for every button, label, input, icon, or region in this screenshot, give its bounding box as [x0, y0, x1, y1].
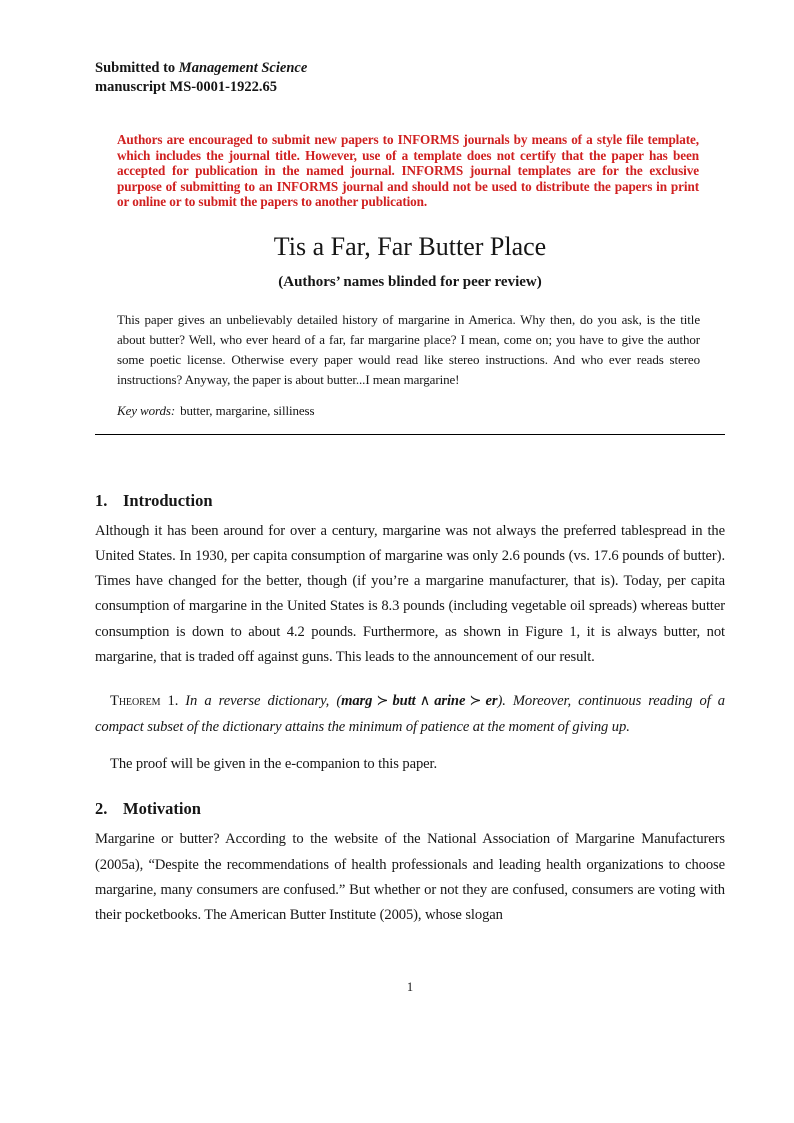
page-number: 1 [406, 980, 414, 994]
section-number: 1. [95, 490, 108, 510]
informs-notice: Authors are encouraged to submit new papers to INFORMS journals by means of a style file template, which includes the journal title. However, use of a template does not certify that the paper has been accepted for publication in the named journal. INFORMS journal templates are for the exclusive purpose of submitting to an INFORMS journal and should not be used to distribute the papers in print or online or to submit the papers to another publication. [117, 132, 699, 209]
keywords-line [117, 403, 700, 419]
abstract-text: This paper gives an unbelievably detailed history of margarine in America. Why then, do you ask, is the title about butter? Well, who ever heard of a far, far margarine place? I mean, come on; you have to give the author some poetic license. Otherwise every paper would read like stereo instructions. And who ever reads stereo instructions? Anyway, the paper is about butter...I mean margarine! [117, 311, 700, 387]
succeeds-symbol: ≻ [376, 693, 389, 710]
keywords-values: butter, margarine, silliness [180, 402, 315, 418]
motivation-paragraph: Margarine or butter? According to the website of the National Association of Margarine Manufacturers (2005a), “Despite the recommendations of health professionals and leading health organizations to choose margarine, many consumers are confused.” But whether or not they are confused, consumers are voting with their pocketbooks. The American Butter Institute (2005), whose slogan [95, 831, 725, 924]
manuscript-number-line: manuscript MS-0001-1922.65 [95, 79, 278, 95]
math-var-marg: marg [341, 693, 373, 710]
paper-title: Tis a Far, Far Butter Place [273, 231, 547, 261]
section-title: Introduction [123, 490, 213, 510]
math-var-butt: butt [392, 693, 416, 710]
submitted-to-line [95, 59, 725, 78]
page-content [95, 0, 725, 928]
proof-note: The proof will be given in the e-companion to this paper. [110, 756, 438, 773]
theorem-text-pre: In a reverse dictionary, ( [185, 693, 342, 710]
section-title: Motivation [123, 799, 201, 819]
journal-name: Management Science [178, 60, 308, 76]
theorem-text-post: ). Moreover, continuous reading of a compact subset of the dictionary attains the minimum of patience at the moment of giving up. [95, 693, 725, 736]
wedge-symbol: ∧ [419, 693, 431, 710]
section-heading-motivation [95, 799, 725, 819]
math-var-er: er [485, 693, 498, 710]
theorem-paragraph [95, 688, 725, 740]
succeeds-symbol: ≻ [469, 693, 482, 710]
keywords-label: Key words: [117, 402, 176, 418]
manuscript-header [95, 0, 725, 97]
section-number: 2. [95, 799, 108, 819]
section-heading-introduction [95, 491, 725, 511]
authors-blinded-subtitle: (Authors’ names blinded for peer review) [278, 273, 542, 290]
theorem-label: Theorem 1. [110, 693, 179, 710]
submitted-prefix: Submitted to [95, 60, 176, 76]
abstract-divider-rule [95, 434, 725, 435]
math-var-arine: arine [434, 693, 466, 710]
introduction-paragraph: Although it has been around for over a century, margarine was not always the preferred tablespread in the United States. In 1930, per capita consumption of margarine was only 2.6 pounds (vs. 17.6 pounds of butter). Times have changed for the better, though (if you’re a margarine manufacturer, that is). Today, per capita consumption of margarine in the United States is 8.3 pounds (including vegetable oil spreads) whereas butter consumption is down to about 4.2 pounds. Furthermore, as shown in Figure 1, it is always butter, not margarine, that is traded off against guns. This leads to the announcement of our result. [95, 522, 725, 665]
